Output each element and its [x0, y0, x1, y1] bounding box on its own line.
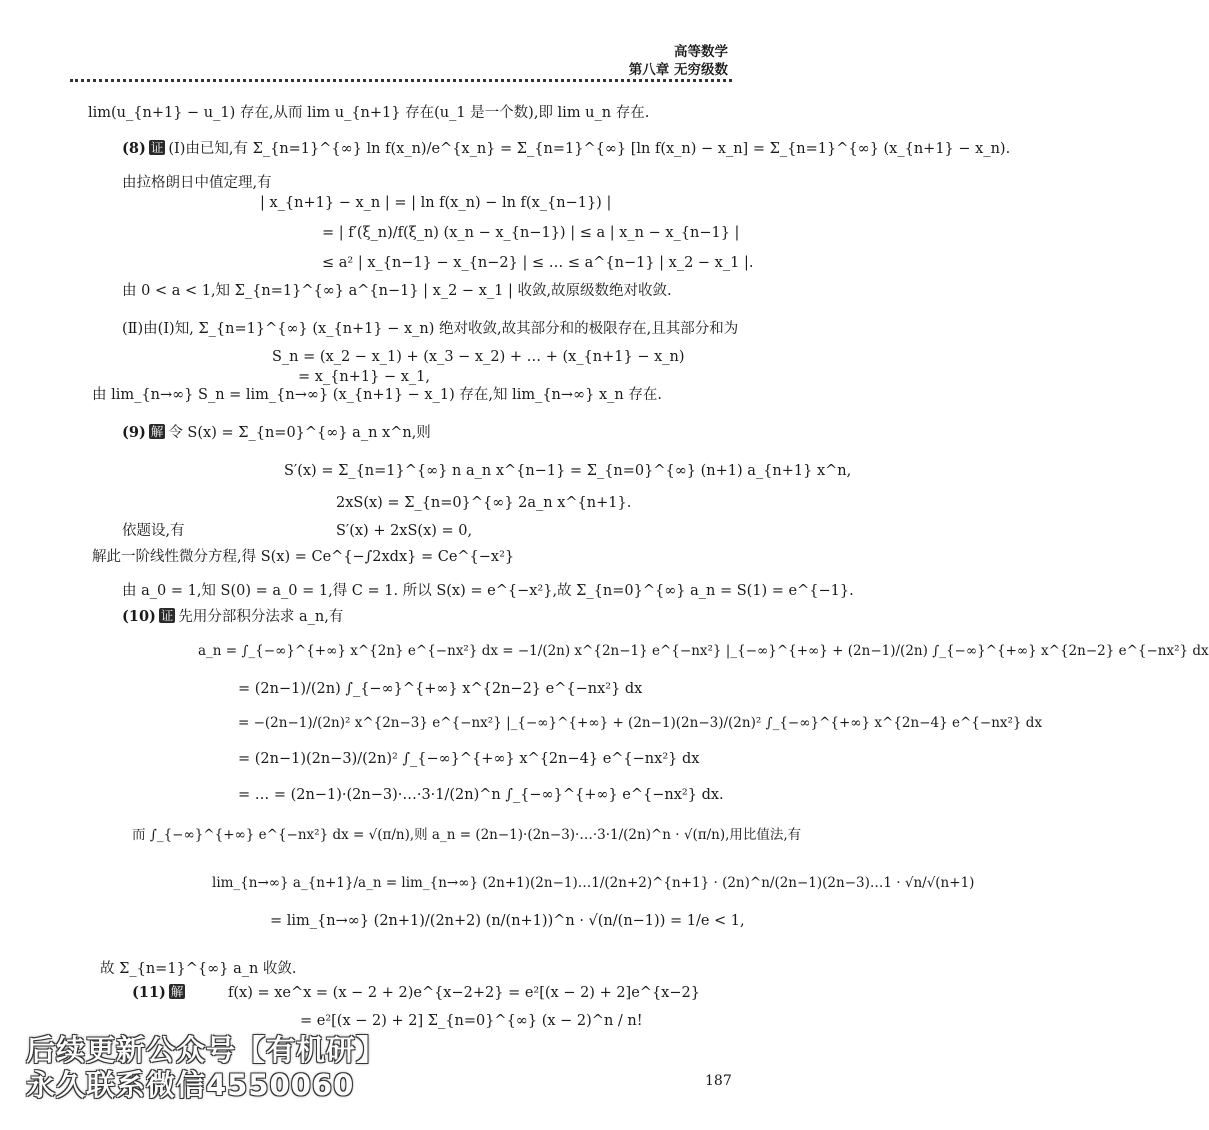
text-line: 而 ∫_{−∞}^{+∞} e^{−nx²} dx = √(π/n),则 a_n = (2n−1)·(2n−3)·…·3·1/(2n)^n · √(π/n),用比值法,有 — [132, 827, 802, 843]
page-number: 187 — [705, 1073, 732, 1089]
formula-line: = e²[(x − 2) + 2] Σ_{n=0}^{∞} (x − 2)^n / n! — [300, 1013, 643, 1029]
problem-number: (10) — [122, 608, 156, 625]
watermark-line: 永久联系微信4550060 — [26, 1068, 355, 1102]
formula-line: S′(x) + 2xS(x) = 0, — [336, 523, 473, 539]
proof-tag: 证 — [160, 608, 174, 623]
solution-tag: 解 — [150, 424, 164, 439]
text-line: 由拉格朗日中值定理,有 — [122, 175, 272, 191]
formula-line: | x_{n+1} − x_n | = | ln f(x_n) − ln f(x_{n−1}) | — [260, 195, 612, 211]
solution-9-line — [122, 424, 431, 442]
formula-line: a_n = ∫_{−∞}^{+∞} x^{2n} e^{−nx²} dx = −1/(2n) x^{2n−1} e^{−nx²} |_{−∞}^{+∞} + (2n−1)/(2n) ∫_{−∞}^{+∞} x^{2n−2} e^{−nx²} dx — [198, 643, 1209, 659]
text-line: (Ⅰ)由已知,有 Σ_{n=1}^{∞} ln f(x_n)/e^{x_n} = Σ_{n=1}^{∞} [ln f(x_n) − x_n] = Σ_{n=1}^{∞} (x_{n+1} − x_n). — [168, 141, 1011, 157]
formula-line: ≤ a² | x_{n−1} − x_{n−2} | ≤ … ≤ a^{n−1} | x_2 − x_1 |. — [322, 255, 754, 271]
problem-number: (11) — [132, 984, 166, 1001]
text-line: 由 a_0 = 1,知 S(0) = a_0 = 1,得 C = 1. 所以 S(x) = e^{−x²},故 Σ_{n=0}^{∞} a_n = S(1) = e^{−1}. — [122, 583, 854, 599]
book-title: 高等数学 — [674, 44, 728, 60]
formula-line: = (2n−1)/(2n) ∫_{−∞}^{+∞} x^{2n−2} e^{−nx²} dx — [238, 681, 643, 697]
formula-line: = | f′(ξ_n)/f(ξ_n) (x_n − x_{n−1}) | ≤ a | x_n − x_{n−1} | — [322, 225, 740, 241]
problem-number: (9) — [122, 424, 146, 441]
header-divider — [70, 79, 732, 82]
formula-line: = lim_{n→∞} (2n+1)/(2n+2) (n/(n+1))^n · √(n/(n−1)) = 1/e < 1, — [270, 913, 745, 929]
formula-line: f(x) = xe^x = (x − 2 + 2)e^{x−2+2} = e²[(x − 2) + 2]e^{x−2} — [228, 985, 700, 1001]
problem-number: (8) — [122, 140, 146, 157]
solution-tag: 解 — [170, 984, 184, 999]
solution-11-line — [132, 984, 188, 1002]
text-line: 由 0 < a < 1,知 Σ_{n=1}^{∞} a^{n−1} | x_2 − x_1 | 收敛,故原级数绝对收敛. — [122, 283, 672, 299]
text-line: 依题设,有 — [122, 523, 185, 539]
formula-line: S_n = (x_2 − x_1) + (x_3 − x_2) + … + (x_{n+1} − x_n) — [272, 349, 685, 365]
formula-line: = −(2n−1)/(2n)² x^{2n−3} e^{−nx²} |_{−∞}^{+∞} + (2n−1)(2n−3)/(2n)² ∫_{−∞}^{+∞} x^{2n−4} e^{−nx²} dx — [238, 715, 1043, 731]
text-line: lim(u_{n+1} − u_1) 存在,从而 lim u_{n+1} 存在(u_1 是一个数),即 lim u_n 存在. — [88, 105, 650, 121]
formula-line: S′(x) = Σ_{n=1}^{∞} n a_n x^{n−1} = Σ_{n=0}^{∞} (n+1) a_{n+1} x^n, — [284, 463, 852, 479]
watermark-line: 后续更新公众号【有机研】 — [26, 1033, 387, 1067]
text-line: 先用分部积分法求 a_n,有 — [178, 609, 344, 625]
solution-8-line — [122, 140, 1010, 158]
text-line: 解此一阶线性微分方程,得 S(x) = Ce^{−∫2xdx} = Ce^{−x²} — [92, 549, 515, 565]
formula-line: lim_{n→∞} a_{n+1}/a_n = lim_{n→∞} (2n+1)(2n−1)…1/(2n+2)^{n+1} · (2n)^n/(2n−1)(2n−3)…1 · √n/√(n+1) — [212, 875, 975, 891]
chapter-title: 第八章 无穷级数 — [628, 62, 728, 78]
formula-line: = (2n−1)(2n−3)/(2n)² ∫_{−∞}^{+∞} x^{2n−4} e^{−nx²} dx — [238, 751, 700, 767]
text-line: 令 S(x) = Σ_{n=0}^{∞} a_n x^n,则 — [168, 425, 431, 441]
proof-tag: 证 — [150, 140, 164, 155]
formula-line: = … = (2n−1)·(2n−3)·…·3·1/(2n)^n ∫_{−∞}^{+∞} e^{−nx²} dx. — [238, 787, 724, 803]
text-line: 由 lim_{n→∞} S_n = lim_{n→∞} (x_{n+1} − x_1) 存在,知 lim_{n→∞} x_n 存在. — [92, 387, 662, 403]
text-line: 故 Σ_{n=1}^{∞} a_n 收敛. — [100, 961, 297, 977]
formula-line: 2xS(x) = Σ_{n=0}^{∞} 2a_n x^{n+1}. — [336, 495, 632, 511]
formula-line: = x_{n+1} − x_1, — [298, 369, 430, 385]
text-line: (Ⅱ)由(Ⅰ)知, Σ_{n=1}^{∞} (x_{n+1} − x_n) 绝对收敛,故其部分和的极限存在,且其部分和为 — [122, 321, 739, 337]
solution-10-line — [122, 608, 343, 626]
